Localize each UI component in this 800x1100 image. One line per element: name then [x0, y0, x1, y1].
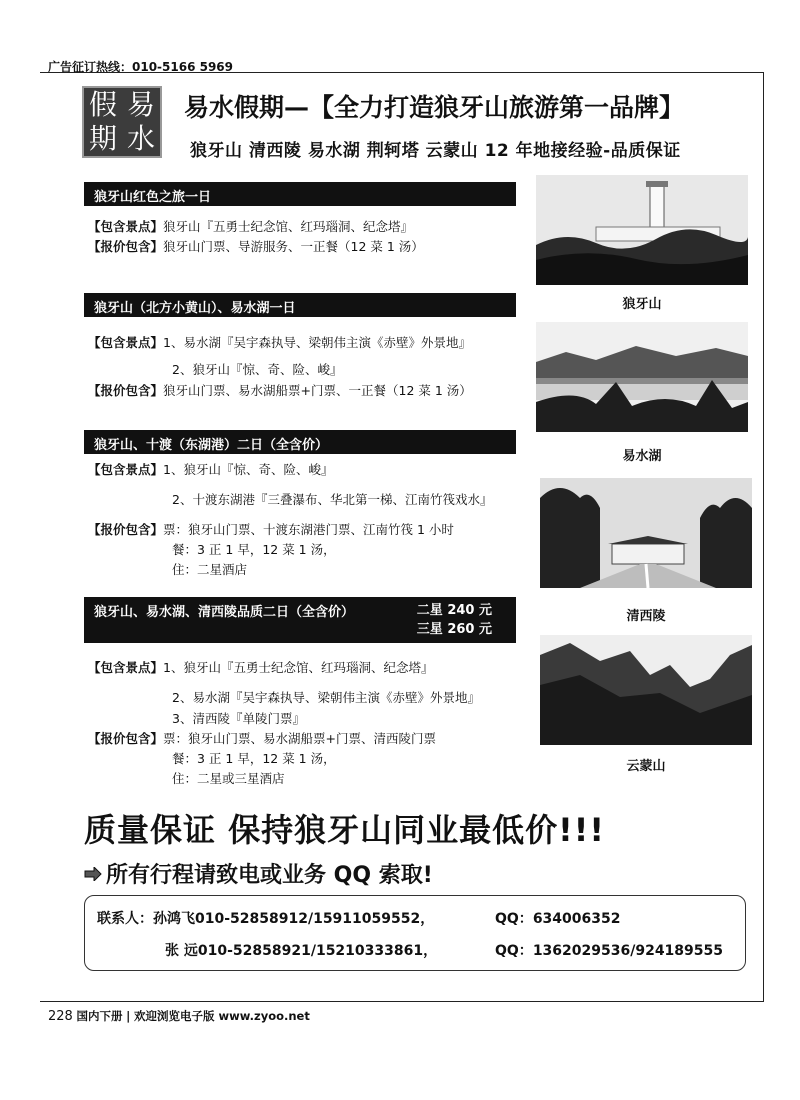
tour-line — [172, 769, 285, 787]
tour-title: 狼牙山（北方小黄山）、易水湖一日 — [94, 301, 296, 316]
page-headline: 易水假期—【全力打造狼牙山旅游第一品牌】 — [184, 93, 685, 122]
tour-line — [88, 237, 424, 255]
tour-line — [172, 709, 305, 727]
tour-line-tag: 【报价包含】 — [88, 383, 164, 398]
arrow-icon — [84, 867, 102, 881]
contact-phone: 010-52858921/15210333861， — [197, 943, 438, 959]
tour-line-tag: 【报价包含】 — [88, 731, 164, 746]
itinerary-request-line — [84, 858, 433, 889]
tour-line-text: 2、十渡东湖港『三叠瀑布、华北第一梯、江南竹筏戏水』 — [172, 492, 493, 507]
logo-char: 假 — [88, 88, 117, 121]
tour-title: 狼牙山、易水湖、清西陵品质二日（全含价） — [94, 605, 355, 620]
brand-logo — [82, 86, 162, 158]
tour-line — [88, 658, 433, 676]
photo-caption: 易水湖 — [622, 449, 662, 464]
contact-qq — [495, 940, 723, 960]
contact-label: 联系人： — [97, 911, 153, 927]
photo-caption: 狼牙山 — [622, 297, 662, 312]
tour-title-bar — [84, 293, 516, 317]
tour-line-tag: 【报价包含】 — [88, 239, 164, 254]
tour-line-text: 1、易水湖『吴宇森执导、梁朝伟主演《赤壁》外景地』 — [163, 335, 471, 350]
tour-line-text: 住：二星酒店 — [172, 562, 248, 577]
footer-separator: | — [126, 1009, 131, 1023]
tour-title-bar — [84, 430, 516, 454]
contact-phone: 010-52858912/15911059552， — [195, 911, 435, 927]
tour-line — [88, 381, 472, 399]
itinerary-request-text: 所有行程请致电或业务 QQ 索取! — [106, 863, 433, 888]
tour-line-text: 2、狼牙山『惊、奇、险、峻』 — [172, 362, 343, 377]
page-number: 228 — [48, 1009, 73, 1024]
page-subline: 狼牙山 清西陵 易水湖 荆轲塔 云蒙山 12 年地接经验-品质保证 — [190, 141, 681, 161]
tour-line — [88, 729, 436, 747]
contact-box — [84, 895, 746, 971]
tour-line — [172, 360, 342, 378]
ad-hotline: 广告征订热线：010-5166 5969 — [48, 60, 234, 74]
tour-line-tag: 【包含景点】 — [88, 335, 164, 350]
photo-yishuihu — [536, 322, 748, 432]
contact-name: 张 远 — [165, 943, 198, 959]
tour-title-bar — [84, 182, 516, 206]
qq-label: QQ： — [495, 943, 533, 959]
contact-name: 孙鸿飞 — [153, 911, 195, 927]
tour-line — [172, 540, 336, 558]
price-three-star: 三星 260 元 — [416, 622, 492, 637]
contact-qq — [495, 908, 620, 928]
tour-line — [88, 520, 454, 538]
tour-line — [172, 688, 480, 706]
photo-caption: 云蒙山 — [626, 759, 666, 774]
tour-line-text: 票：狼牙山门票、十渡东湖港门票、江南竹筏 1 小时 — [163, 522, 454, 537]
footer-section: 国内下册 — [76, 1009, 123, 1023]
tour-line — [172, 749, 336, 767]
tour-line — [172, 560, 247, 578]
tour-line-tag: 【包含景点】 — [88, 219, 164, 234]
footer-text: 欢迎浏览电子版 www.zyoo.net — [134, 1009, 310, 1023]
tour-line — [88, 333, 471, 351]
tour-title-bar — [84, 597, 516, 643]
logo-char: 水 — [126, 122, 155, 155]
contact-row — [165, 940, 437, 960]
tour-line — [88, 460, 333, 478]
price-two-star: 二星 240 元 — [416, 603, 492, 618]
photo-caption: 清西陵 — [626, 609, 666, 624]
tour-line-text: 狼牙山『五勇士纪念馆、红玛瑙洞、纪念塔』 — [163, 219, 414, 234]
tour-price — [417, 601, 492, 639]
tour-title: 狼牙山红色之旅一日 — [94, 190, 212, 205]
logo-char: 易 — [126, 88, 155, 121]
tour-line-text: 狼牙山门票、易水湖船票+门票、一正餐（12 菜 1 汤） — [163, 383, 472, 398]
tour-line-text: 狼牙山门票、导游服务、一正餐（12 菜 1 汤） — [163, 239, 424, 254]
price-guarantee-slogan: 质量保证 保持狼牙山同业最低价!!! — [84, 811, 605, 849]
photo-yunmengshan — [540, 635, 752, 745]
photo-qingxiling — [540, 478, 752, 588]
tour-line-text: 餐：3 正 1 早，12 菜 1 汤， — [172, 542, 336, 557]
tour-line-text: 票：狼牙山门票、易水湖船票+门票、清西陵门票 — [163, 731, 436, 746]
tour-line-tag: 【包含景点】 — [88, 660, 164, 675]
tour-line — [88, 217, 413, 235]
qq-number: 1362029536/924189555 — [532, 943, 724, 959]
photo-langyashan — [536, 175, 748, 285]
tour-line — [172, 490, 492, 508]
tour-line-text: 住：二星或三星酒店 — [172, 771, 285, 786]
logo-char: 期 — [88, 122, 117, 155]
qq-label: QQ： — [495, 911, 533, 927]
tour-line-text: 餐：3 正 1 早，12 菜 1 汤， — [172, 751, 336, 766]
tour-title: 狼牙山、十渡（东湖港）二日（全含价） — [94, 438, 329, 453]
tour-line-text: 2、易水湖『吴宇森执导、梁朝伟主演《赤壁》外景地』 — [172, 690, 480, 705]
tour-line-text: 1、狼牙山『惊、奇、险、峻』 — [163, 462, 334, 477]
tour-line-text: 3、清西陵『单陵门票』 — [172, 711, 305, 726]
qq-number: 634006352 — [532, 911, 621, 927]
tour-line-tag: 【包含景点】 — [88, 462, 164, 477]
page-footer — [48, 1008, 310, 1024]
contact-row — [97, 908, 434, 928]
tour-line-tag: 【报价包含】 — [88, 522, 164, 537]
tour-line-text: 1、狼牙山『五勇士纪念馆、红玛瑙洞、纪念塔』 — [163, 660, 434, 675]
